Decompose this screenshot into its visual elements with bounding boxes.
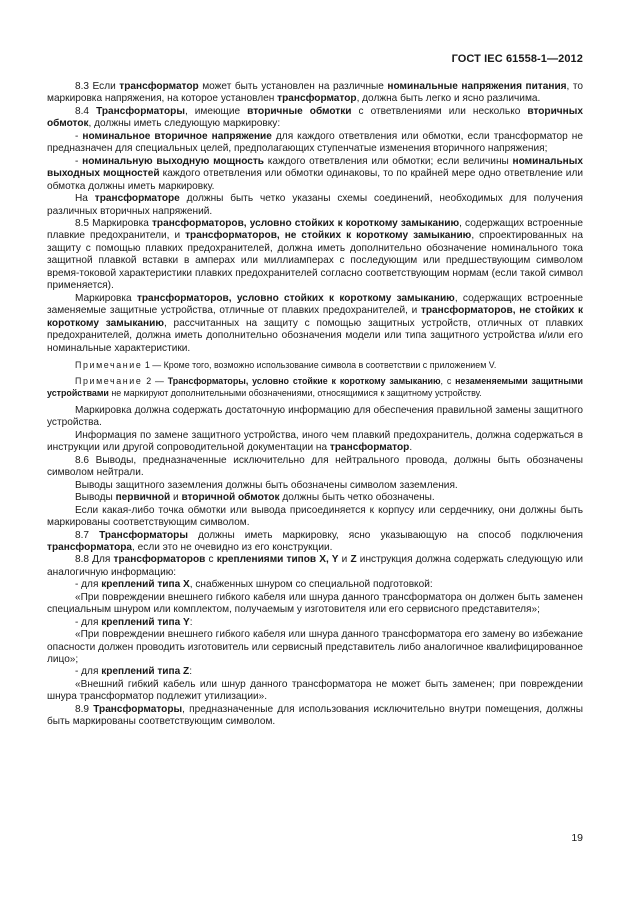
paragraph (47, 218, 583, 293)
paragraph (47, 492, 583, 504)
text-run: «При повреждении внешнего гибкого кабеля или шнура данного трансформатора его замену во избежание опасности должен проводить изготовитель или сервисный представитель либо аналогичное квалифицированное лицо»; (47, 629, 583, 666)
text-run: - для (75, 579, 102, 591)
text-run: , должна быть легко и ясно различима. (356, 93, 541, 105)
paragraph (47, 81, 583, 106)
text-run: не маркируют дополнительными обозначениями, относящимися к защитному устройству. (108, 387, 482, 398)
bold-term: креплений типа Z (101, 666, 190, 678)
text-run: - (75, 130, 83, 142)
text-run: 8.9 (75, 703, 94, 715)
text-run: Информация по замене защитного устройства, иного чем плавкий предохранитель, должна содержаться в инструкции или другой сопроводительной документации на (47, 429, 583, 454)
bold-term: трансформатор (119, 81, 199, 92)
text-run: - (75, 155, 83, 167)
bold-term: Z (350, 554, 357, 566)
bold-term: вторичной обмоток (181, 492, 280, 504)
text-run: с (205, 554, 217, 566)
text-run: с ответвлениями или несколько (351, 105, 528, 117)
document-body (47, 81, 583, 729)
text-run: должны быть четко указаны схемы соединений, необходимых для получения различных вторичных напряжений. (47, 193, 583, 217)
text-run: 8.4 (75, 105, 97, 117)
text-run: и (338, 554, 351, 566)
text-run: Маркировка (75, 292, 137, 304)
bold-term: креплений типа Y (101, 616, 190, 628)
bold-term: незаменяемыми защитными устройствами (47, 375, 583, 398)
paragraph (47, 193, 583, 218)
bold-term: трансформаторе (94, 193, 180, 205)
text-run: «Внешний гибкий кабель или шнур данного трансформатора не может быть заменен; при повреждении шнура трансформатор подлежит утилизации». (47, 678, 583, 703)
paragraph (47, 666, 583, 678)
text-run: На (75, 193, 95, 205)
paragraph (47, 131, 583, 156)
text-run: 8.5 Маркировка (75, 217, 152, 229)
paragraph (47, 679, 583, 704)
text-run: - для (75, 666, 102, 678)
text-run: , предназначенные для использования исключительно внутри помещения, должны быть маркированы соответствующим символом. (47, 703, 583, 728)
paragraph (47, 480, 583, 492)
text-run: Маркировка должна содержать достаточную информацию для обеспечения правильной замены защитного устройства. (47, 404, 583, 429)
text-run: Примечание (75, 375, 143, 386)
text-run: для каждого ответвления или обмотки, если трансформатор не предназначен для специальных целей, предполагающих ступенчатые изменения вторичного напряжения; (47, 130, 583, 155)
bold-term: Трансформаторы (99, 529, 188, 541)
paragraph (47, 704, 583, 729)
bold-term: креплений типа X (101, 579, 190, 591)
text-run: «При повреждении внешнего гибкого кабеля или шнура данного трансформатора он должен быть заменен специальным шнуром или комплектом, получаемым у изготовителя или его сервисного представителя»; (47, 591, 583, 616)
text-run: может быть установлен на различные (198, 81, 388, 92)
paragraph (47, 156, 583, 193)
text-run: 8.3 Если (75, 81, 120, 92)
note-paragraph (47, 359, 583, 371)
bold-term: номинальное вторичное напряжение (82, 130, 272, 142)
text-run: должны быть четко обозначены. (279, 492, 435, 504)
text-run: - для (75, 616, 102, 628)
paragraph (47, 293, 583, 355)
bold-term: трансформаторов (113, 554, 206, 566)
bold-term: первичной (115, 492, 171, 504)
text-run: , снабженных шнуром со специальной подготовкой: (189, 579, 433, 591)
text-run: , должны иметь следующую маркировку: (88, 118, 281, 130)
bold-term: Трансформаторы, условно стойкие к короткому замыканию (167, 375, 441, 386)
paragraph (47, 430, 583, 455)
bold-term: трансформаторов, не стойких к короткому замыканию (47, 305, 583, 329)
text-run: : (189, 616, 193, 628)
bold-term: креплениями типов X, Y (216, 554, 339, 566)
text-run: каждого ответвления или обмотки одинаковы, то по крайней мере одно ответвление или обмотка должны иметь маркировку. (47, 168, 583, 192)
text-run: каждого ответвления или обмотки; если величины (264, 155, 513, 167)
text-run: , если это не очевидно из его конструкции. (132, 541, 333, 553)
bold-term: трансформаторов, не стойких к короткому замыканию (185, 230, 472, 242)
text-run: и (170, 492, 182, 504)
text-run: , рассчитанных на защиту с помощью защитных устройств, отличных от плавких предохранителей, должна иметь дополнительно обозначения модели или типа защитного устройства и/или его номинальные характеристики. (47, 317, 583, 354)
text-run: Если какая-либо точка обмотки или вывода присоединяется к корпусу или сердечнику, они должны быть маркированы соответствующим символом. (47, 504, 583, 529)
paragraph (47, 455, 583, 480)
paragraph (47, 505, 583, 530)
text-run: Выводы защитного заземления должны быть обозначены символом заземления. (75, 479, 458, 491)
paragraph (47, 106, 583, 131)
bold-term: трансформатор (329, 442, 410, 454)
bold-term: Трансформаторы (93, 703, 183, 715)
text-run: , то маркировка напряжения, на которое установлен (47, 81, 583, 105)
text-run: инструкция должна содержать следующую или аналогичную информацию: (47, 554, 583, 578)
text-run: , имеющие (184, 105, 248, 117)
paragraph (47, 629, 583, 666)
paragraph (47, 554, 583, 579)
text-run: , с (440, 375, 456, 386)
bold-term: трансформаторов, условно стойких к короткому замыканию (151, 217, 460, 229)
text-run: . (409, 442, 413, 454)
bold-term: трансформаторов, условно стойких к короткому замыканию (136, 292, 455, 304)
text-run: : (189, 666, 192, 678)
note-paragraph (47, 375, 583, 399)
bold-term: вторичных обмоток (47, 105, 583, 130)
text-run: должны иметь маркировку, ясно указывающую на способ подключения (187, 529, 583, 541)
bold-term: Трансформаторы (96, 105, 185, 117)
bold-term: номинальные напряжения питания (387, 81, 567, 92)
text-run: Выводы (75, 492, 116, 504)
bold-term: номинальную выходную мощность (82, 155, 264, 167)
text-run: Примечание (75, 359, 143, 370)
bold-term: вторичные обмотки (247, 105, 352, 117)
bold-term: трансформатор (277, 93, 357, 105)
paragraph (47, 617, 583, 629)
paragraph (47, 579, 583, 591)
text-run: 8.7 (75, 529, 100, 541)
text-run: 1 — Кроме того, возможно использование символа в соответствии с приложением V. (142, 359, 497, 370)
bold-term: номинальных выходных мощностей (47, 155, 584, 180)
text-run: , содержащих встроенные плавкие предохранители, и (47, 217, 583, 242)
text-run: 8.8 Для (75, 554, 114, 566)
text-run: , содержащих встроенные заменяемые защитные устройства, отличные от плавких предохранителей, и (47, 292, 584, 317)
bold-term: трансформатора (47, 541, 133, 553)
text-run: 8.6 Выводы, предназначенные исключительно для нейтрального провода, должны быть обозначены символом нейтрали. (47, 454, 583, 479)
text-run: , спроектированных на защиту с помощью плавких предохранителей, должна иметь дополнительно обозначение номинального тока защитной плавкой вставки в амперах или миллиамперах с последующим или предшествующим символом время-токовой характеристики плавких предохранителей согласно соответствующим нормам (если такой символ применяется). (47, 230, 583, 292)
standard-header: ГОСТ IEC 61558-1—2012 (451, 53, 583, 65)
paragraph (47, 530, 583, 555)
text-run: 2 — (142, 375, 168, 386)
paragraph (47, 405, 583, 430)
page-number: 19 (571, 832, 583, 844)
paragraph (47, 592, 583, 617)
